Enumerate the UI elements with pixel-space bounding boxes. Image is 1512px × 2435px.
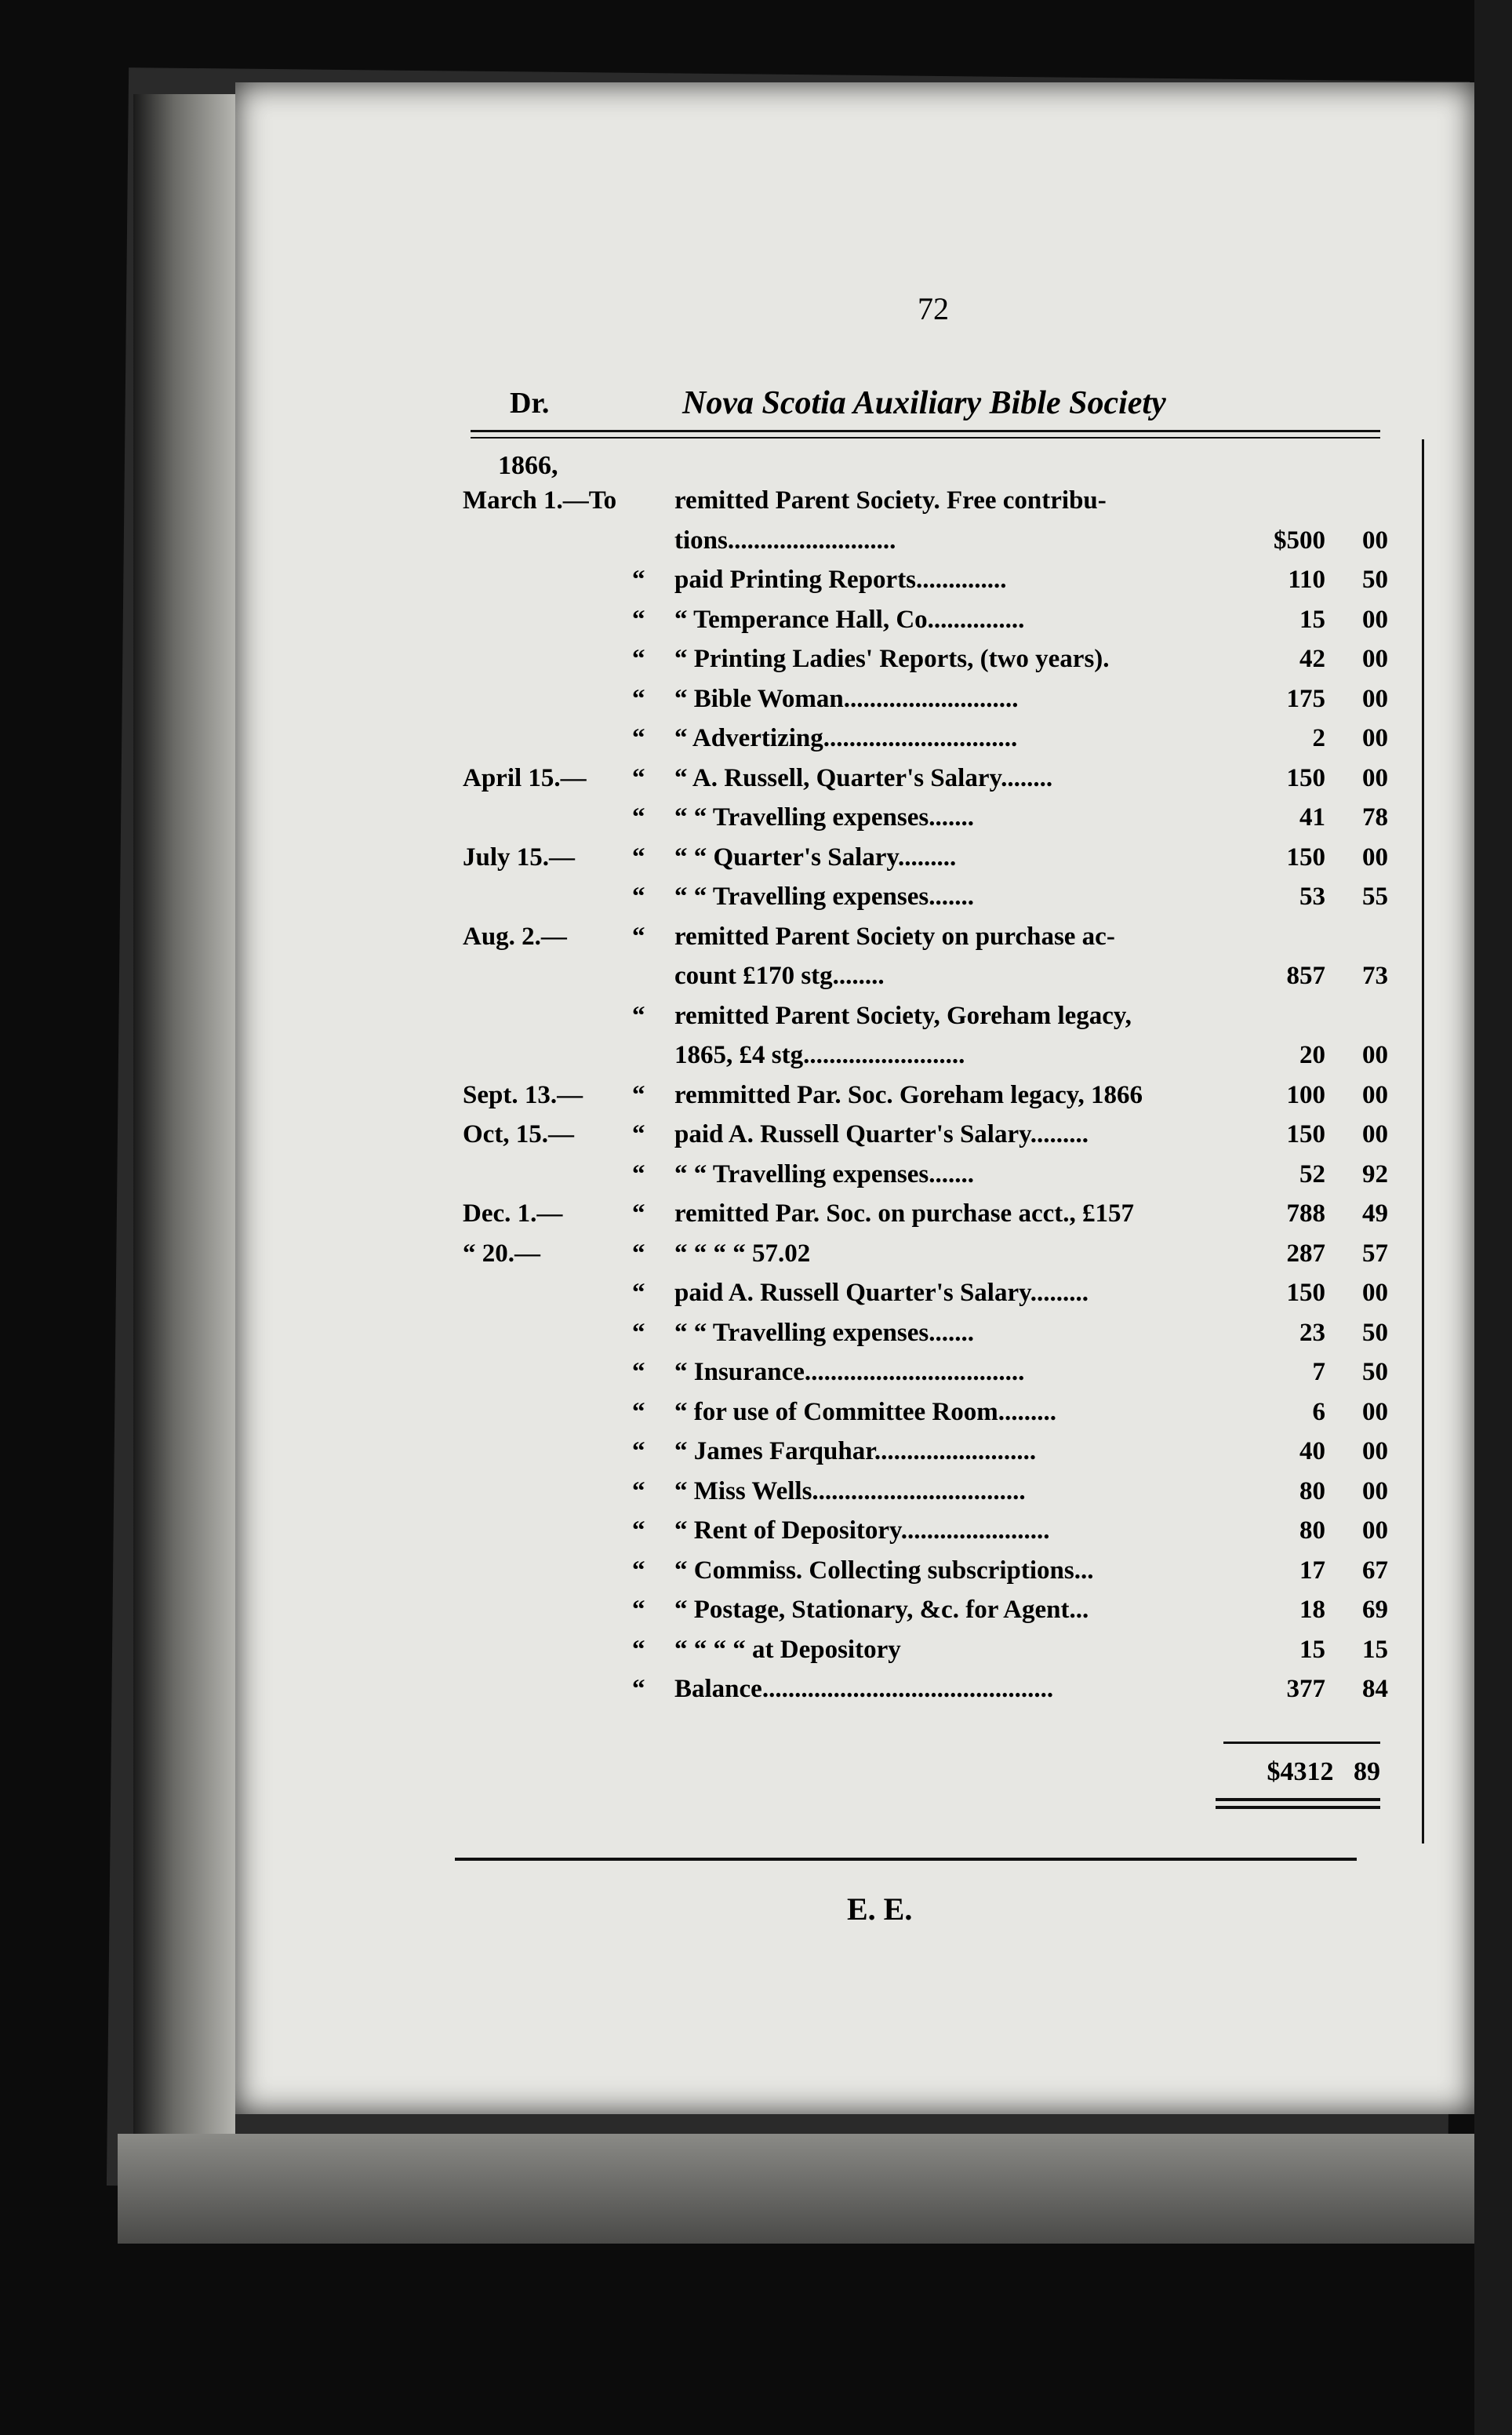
entry-dollars: 175 <box>1286 684 1325 713</box>
ditto-mark: “ <box>632 724 645 752</box>
entry-description: “ “ “ “ at Depository <box>674 1635 901 1664</box>
entry-description: remitted Parent Society. Free contribu- <box>674 486 1107 515</box>
entry-description: “ “ Travelling expenses....... <box>674 1159 974 1188</box>
ledger-year: 1866, <box>498 451 558 480</box>
entry-dollars: 788 <box>1286 1199 1325 1228</box>
ledger-row <box>463 1358 1388 1398</box>
entry-description: tions.......................... <box>674 526 896 555</box>
entry-cents: 00 <box>1362 1516 1388 1545</box>
entry-cents: 00 <box>1362 763 1388 792</box>
ledger-row <box>463 1516 1388 1556</box>
ditto-mark: “ <box>632 1516 645 1545</box>
header-rule <box>471 430 1380 432</box>
entry-cents: 73 <box>1362 962 1388 990</box>
entry-cents: 57 <box>1362 1239 1388 1268</box>
entry-dollars: 6 <box>1312 1397 1325 1426</box>
entry-description: “ “ Travelling expenses....... <box>674 883 974 911</box>
scan-bottom-band <box>118 2134 1512 2244</box>
entry-cents: 00 <box>1362 1397 1388 1426</box>
entry-cents: 00 <box>1362 843 1388 872</box>
header-rule-double <box>471 437 1380 439</box>
entry-description: remitted Parent Society on purchase ac- <box>674 922 1115 951</box>
ledger-row <box>463 724 1388 764</box>
ditto-mark: “ <box>632 1675 645 1703</box>
entry-dollars: 110 <box>1288 566 1325 594</box>
ditto-mark: “ <box>632 684 645 713</box>
signoff: E. E. <box>847 1891 913 1927</box>
entry-cents: 67 <box>1362 1556 1388 1585</box>
total-double-rule <box>1216 1798 1380 1801</box>
entry-dollars: 15 <box>1299 605 1325 634</box>
entry-cents: 00 <box>1362 1120 1388 1148</box>
ledger-row <box>463 1437 1388 1477</box>
ledger-row <box>463 645 1388 685</box>
entry-description: “ “ “ “ 57.02 <box>674 1239 811 1268</box>
entry-dollars: 20 <box>1299 1041 1325 1069</box>
ledger-row <box>463 1239 1388 1279</box>
ledger-row <box>463 1002 1388 1042</box>
ledger-row <box>463 1398 1388 1438</box>
entry-dollars: 100 <box>1286 1080 1325 1109</box>
entry-cents: 92 <box>1362 1159 1388 1188</box>
entry-cents: 84 <box>1362 1675 1388 1703</box>
ditto-mark: “ <box>632 1437 645 1465</box>
entry-description: paid Printing Reports.............. <box>674 566 1007 594</box>
entry-description: “ Commiss. Collecting subscriptions... <box>674 1556 1094 1585</box>
entry-dollars: $500 <box>1274 526 1325 555</box>
total-dollars: $4312 <box>1267 1757 1334 1786</box>
entry-cents: 00 <box>1362 1041 1388 1069</box>
ditto-mark: “ <box>632 1556 645 1585</box>
entry-description: “ A. Russell, Quarter's Salary........ <box>674 763 1053 792</box>
entry-dollars: 287 <box>1286 1239 1325 1268</box>
ditto-mark: “ <box>632 763 645 792</box>
scan-right-edge <box>1474 0 1512 2435</box>
entry-description: “ “ Travelling expenses....... <box>674 803 974 832</box>
entry-description: remmitted Par. Soc. Goreham legacy, 1866 <box>674 1080 1143 1109</box>
entry-date: Oct, 15.— <box>463 1120 575 1148</box>
page-number: 72 <box>918 291 949 326</box>
entry-dollars: 53 <box>1299 883 1325 911</box>
ledger-row <box>463 566 1388 606</box>
ledger-row <box>463 962 1388 1002</box>
entry-cents: 00 <box>1362 645 1388 673</box>
ditto-mark: “ <box>632 803 645 832</box>
entry-dollars: 857 <box>1286 962 1325 990</box>
total-rule <box>1223 1742 1380 1744</box>
ledger-row <box>463 685 1388 725</box>
entry-cents: 49 <box>1362 1199 1388 1228</box>
ditto-mark: “ <box>632 1279 645 1307</box>
entry-date: Aug. 2.— <box>463 922 567 951</box>
ledger-row <box>463 1596 1388 1636</box>
ditto-mark: “ <box>632 1397 645 1426</box>
entry-date: Dec. 1.— <box>463 1199 563 1228</box>
entry-cents: 00 <box>1362 1437 1388 1465</box>
entry-cents: 50 <box>1362 1318 1388 1347</box>
entry-dollars: 150 <box>1286 763 1325 792</box>
entry-date: July 15.— <box>463 843 576 872</box>
entry-dollars: 80 <box>1299 1516 1325 1545</box>
entry-cents: 00 <box>1362 684 1388 713</box>
book-gutter <box>133 94 235 2149</box>
entry-description: Balance............................................. <box>674 1675 1054 1703</box>
entry-dollars: 150 <box>1286 843 1325 872</box>
entry-dollars: 40 <box>1299 1437 1325 1465</box>
entry-dollars: 41 <box>1299 803 1325 832</box>
ditto-mark: “ <box>632 1358 645 1386</box>
ledger-entries <box>463 486 1388 1715</box>
entry-date: March 1.—To <box>463 486 617 515</box>
ditto-mark: “ <box>632 1318 645 1347</box>
ledger-row <box>463 764 1388 804</box>
footer-rule <box>455 1858 1357 1861</box>
entry-description: paid A. Russell Quarter's Salary......... <box>674 1120 1089 1148</box>
ditto-mark: “ <box>632 605 645 634</box>
ditto-mark: “ <box>632 1476 645 1505</box>
ledger-row <box>463 1041 1388 1081</box>
entry-description: “ James Farquhar......................... <box>674 1437 1037 1465</box>
entry-cents: 00 <box>1362 526 1388 555</box>
column-rule <box>1422 439 1424 1844</box>
ledger-row <box>463 1199 1388 1239</box>
ledger-row <box>463 923 1388 963</box>
entry-description: “ Printing Ladies' Reports, (two years). <box>674 645 1110 673</box>
entry-dollars: 18 <box>1299 1596 1325 1624</box>
entry-cents: 69 <box>1362 1596 1388 1624</box>
entry-description: “ Bible Woman........................... <box>674 684 1019 713</box>
ledger-row <box>463 1636 1388 1676</box>
ditto-mark: “ <box>632 566 645 594</box>
entry-description: paid A. Russell Quarter's Salary......... <box>674 1279 1089 1307</box>
entry-description: remitted Par. Soc. on purchase acct., £157 <box>674 1199 1134 1228</box>
entry-description: “ Miss Wells................................. <box>674 1476 1026 1505</box>
entry-description: “ Postage, Stationary, &c. for Agent... <box>674 1596 1089 1624</box>
ditto-mark: “ <box>632 1080 645 1109</box>
entry-cents: 78 <box>1362 803 1388 832</box>
entry-cents: 55 <box>1362 883 1388 911</box>
entry-description: 1865, £4 stg......................... <box>674 1041 965 1069</box>
ledger-row <box>463 486 1388 526</box>
ledger-row <box>463 526 1388 566</box>
entry-dollars: 23 <box>1299 1318 1325 1347</box>
debit-label: Dr. <box>510 387 550 420</box>
entry-dollars: 42 <box>1299 645 1325 673</box>
ditto-mark: “ <box>632 1635 645 1664</box>
entry-description: “ Temperance Hall, Co............... <box>674 605 1025 634</box>
entry-description: remitted Parent Society, Goreham legacy, <box>674 1001 1132 1030</box>
ledger-row <box>463 883 1388 923</box>
ledger-row <box>463 843 1388 883</box>
ledger-row <box>463 1160 1388 1200</box>
entry-cents: 15 <box>1362 1635 1388 1664</box>
entry-dollars: 17 <box>1299 1556 1325 1585</box>
ditto-mark: “ <box>632 883 645 911</box>
ditto-mark: “ <box>632 1239 645 1268</box>
entry-dollars: 377 <box>1286 1675 1325 1703</box>
total-cents: 89 <box>1354 1757 1380 1786</box>
entry-cents: 00 <box>1362 1279 1388 1307</box>
entry-dollars: 7 <box>1312 1358 1325 1386</box>
entry-date: April 15.— <box>463 763 587 792</box>
ditto-mark: “ <box>632 645 645 673</box>
entry-dollars: 52 <box>1299 1159 1325 1188</box>
ledger-row <box>463 1120 1388 1160</box>
entry-dollars: 15 <box>1299 1635 1325 1664</box>
entry-cents: 00 <box>1362 724 1388 752</box>
ledger-row <box>463 1477 1388 1517</box>
entry-dollars: 80 <box>1299 1476 1325 1505</box>
ledger-row <box>463 606 1388 646</box>
entry-dollars: 2 <box>1312 724 1325 752</box>
ledger-row <box>463 1556 1388 1596</box>
entry-cents: 50 <box>1362 566 1388 594</box>
page-title: Nova Scotia Auxiliary Bible Society <box>682 385 1166 421</box>
entry-cents: 50 <box>1362 1358 1388 1386</box>
entry-cents: 00 <box>1362 1476 1388 1505</box>
entry-date: Sept. 13.— <box>463 1080 583 1109</box>
entry-date: “ 20.— <box>463 1239 540 1268</box>
ditto-mark: “ <box>632 843 645 872</box>
ditto-mark: “ <box>632 1596 645 1624</box>
ledger-total <box>1231 1757 1380 1787</box>
entry-cents: 00 <box>1362 605 1388 634</box>
ditto-mark: “ <box>632 1159 645 1188</box>
entry-description: “ “ Travelling expenses....... <box>674 1318 974 1347</box>
total-double-rule-2 <box>1216 1806 1380 1809</box>
ledger-row <box>463 1279 1388 1319</box>
ditto-mark: “ <box>632 1199 645 1228</box>
ditto-mark: “ <box>632 922 645 951</box>
entry-cents: 00 <box>1362 1080 1388 1109</box>
entry-description: “ “ Quarter's Salary......... <box>674 843 957 872</box>
entry-dollars: 150 <box>1286 1279 1325 1307</box>
entry-description: “ for use of Committee Room......... <box>674 1397 1056 1426</box>
ledger-row <box>463 1081 1388 1121</box>
ditto-mark: “ <box>632 1001 645 1030</box>
ledger-row <box>463 803 1388 843</box>
entry-description: “ Advertizing.............................. <box>674 724 1018 752</box>
ditto-mark: “ <box>632 1120 645 1148</box>
entry-description: “ Insurance.................................. <box>674 1358 1025 1386</box>
ledger-row <box>463 1675 1388 1715</box>
entry-description: “ Rent of Depository....................... <box>674 1516 1050 1545</box>
entry-description: count £170 stg........ <box>674 962 885 990</box>
ledger-row <box>463 1319 1388 1359</box>
entry-dollars: 150 <box>1286 1120 1325 1148</box>
